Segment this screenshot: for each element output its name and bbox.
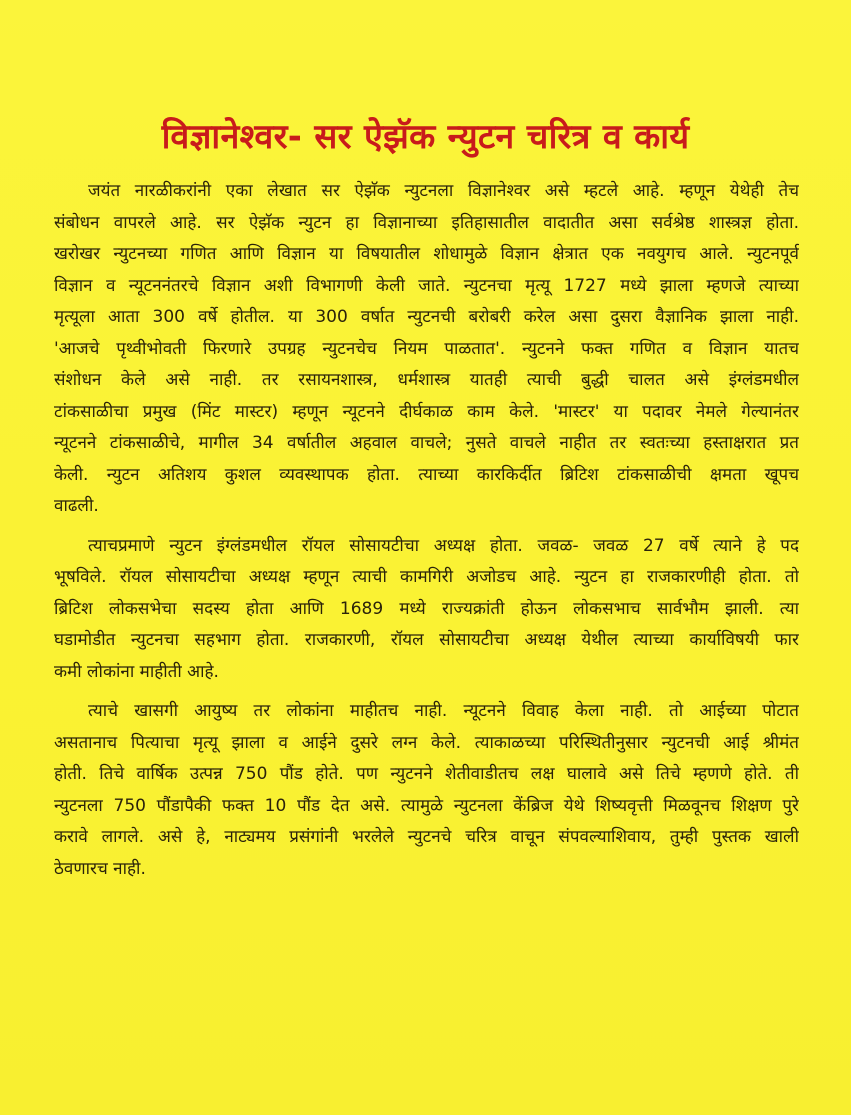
- page-title: विज्ञानेश्वर- सर ऐझॅक न्युटन चरित्र व कार्य: [161, 117, 690, 157]
- text-line: जयंत नारळीकरांनी एका लेखात सर ऐझॅक न्युटनला विज्ञानेश्वर असे म्हटले आहे. म्हणून येथेही तेच: [88, 181, 799, 201]
- text-line: मृत्यूला आता 300 वर्षे होतील. या 300 वर्षात न्युटनची बरोबरी करेल असा दुसरा वैज्ञानिक झाला नाही.: [54, 307, 799, 327]
- text-line: 'आजचे पृथ्वीभोवती फिरणारे उपग्रह न्युटनचेच नियम पाळतात'. न्युटनने फक्त गणित व विज्ञान यातच: [54, 338, 799, 359]
- text-line: भूषविले. रॉयल सोसायटीचा अध्यक्ष म्हणून त्याची कामगिरी अजोडच आहे. न्युटन हा राजकारणीही होता. तो: [54, 567, 799, 587]
- text-line: खरोखर न्युटनच्या गणित आणि विज्ञान या विषयातील शोधामुळे विज्ञान क्षेत्रात एक नवयुगच आले. न्युटनपूर्व: [54, 244, 799, 264]
- text-line: विज्ञान व न्यूटननंतरचे विज्ञान अशी विभागणी केली जाते. न्युटनचा मृत्यू 1727 मध्ये झाला म्हणजे त्याच्या: [54, 275, 799, 296]
- text-line: कमी लोकांना माहीती आहे.: [54, 661, 219, 682]
- text-line: वाढली.: [54, 496, 99, 516]
- text-line: न्यूटनने टांकसाळीचे, मागील 34 वर्षातील अहवाल वाचले; नुसते वाचले नाहीत तर स्वतःच्या हस्ताक्षरात प्रत: [54, 433, 799, 453]
- paragraph-3: [54, 696, 799, 885]
- paragraph-spacer: [54, 688, 799, 696]
- body-text: [54, 176, 799, 885]
- text-line: त्याचे खासगी आयुष्य तर लोकांना माहीतच नाही. न्यूटनने विवाह केला नाही. तो आईच्या पोटात: [88, 701, 799, 721]
- paragraph-spacer: [54, 523, 799, 531]
- paragraph-2: [54, 531, 799, 689]
- text-line: असतानाच पित्याचा मृत्यू झाला व आईने दुसरे लग्न केले. त्याकाळच्या परिस्थितीनुसार न्युटनची आई श्रीमंत: [54, 732, 799, 753]
- text-line: ठेवणारच नाही.: [54, 858, 146, 879]
- text-line: होती. तिचे वार्षिक उत्पन्न 750 पौंड होते. पण न्युटनने शेतीवाडीतच लक्ष घालावे असे तिचे म्हणणे होते. ती: [54, 764, 799, 784]
- text-line: घडामोडीत न्युटनचा सहभाग होता. राजकारणी, रॉयल सोसायटीचा अध्यक्ष येथील त्याच्या कार्याविषयी फार: [54, 630, 799, 650]
- text-line: संशोधन केले असे नाही. तर रसायनशास्त्र, धर्मशास्त्र यातही त्याची बुद्धी चालत असे इंग्लंडमधील: [54, 370, 799, 390]
- text-line: संबोधन वापरले आहे. सर ऐझॅक न्युटन हा विज्ञानाच्या इतिहासातील वादातीत असा सर्वश्रेष्ठ शास्त्रज्ञ होता.: [54, 212, 799, 233]
- text-line: न्युटनला 750 पौंडापैकी फक्त 10 पौंड देत असे. त्यामुळे न्युटनला केंब्रिज येथे शिष्यवृत्ती मिळवूनच शिक्षण पुरे: [54, 795, 799, 816]
- paragraph-1: [54, 176, 799, 523]
- text-line: टांकसाळीचा प्रमुख (मिंट मास्टर) म्हणून न्यूटनने दीर्घकाळ काम केले. 'मास्टर' या पदावर नेमले गेल्यानंतर: [54, 401, 799, 422]
- text-line: करावे लागले. असे हे, नाट्यमय प्रसंगांनी भरलेले न्युटनचे चरित्र वाचून संपवल्याशिवाय, तुम्ही पुस्तक खाली: [54, 827, 799, 847]
- text-line: त्याचप्रमाणे न्युटन इंग्लंडमधील रॉयल सोसायटीचा अध्यक्ष होता. जवळ- जवळ 27 वर्षे त्याने हे पद: [88, 535, 799, 556]
- text-line: केली. न्युटन अतिशय कुशल व्यवस्थापक होता. त्याच्या कारकिर्दीत ब्रिटिश टांकसाळीची क्षमता खूपच: [54, 464, 799, 485]
- text-line: ब्रिटिश लोकसभेचा सदस्य होता आणि 1689 मध्ये राज्यक्रांती होऊन लोकसभाच सार्वभौम झाली. त्या: [54, 598, 799, 619]
